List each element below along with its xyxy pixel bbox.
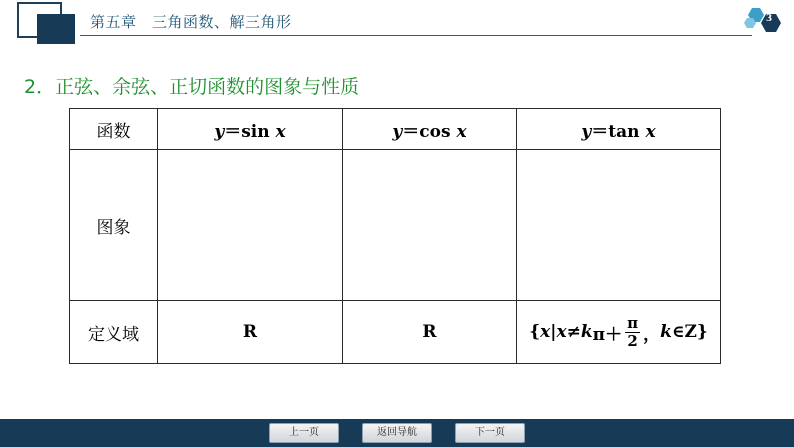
cos-domain: R xyxy=(343,301,517,364)
sin-x: x xyxy=(275,121,286,142)
table-header-row xyxy=(70,109,721,150)
in-integers: ∈Z} xyxy=(671,322,708,342)
set-separator: ， xyxy=(643,324,661,345)
cos-eq: ＝cos xyxy=(402,121,457,142)
sin-graph-cell xyxy=(158,150,343,301)
cos-header xyxy=(343,109,517,150)
trig-properties-table xyxy=(69,108,721,364)
set-var-x: x xyxy=(540,322,551,342)
prev-page-button[interactable]: 上一页 xyxy=(269,423,339,443)
table-row-domain xyxy=(70,301,721,364)
sin-y: y xyxy=(214,121,225,142)
tan-x: x xyxy=(645,121,656,142)
tan-header xyxy=(517,109,721,150)
tan-y: y xyxy=(581,121,592,142)
section-heading: 2．正弦、余弦、正切函数的图象与性质 xyxy=(24,76,360,98)
sin-domain: R xyxy=(158,301,343,364)
neq-symbol: ≠ xyxy=(566,322,581,342)
set-var-k: k xyxy=(580,322,593,342)
cos-y: y xyxy=(392,121,403,142)
pi-plus: π＋ xyxy=(592,324,623,345)
set-open-brace: { xyxy=(529,322,541,342)
set-var-x2: x xyxy=(556,322,567,342)
tan-domain xyxy=(517,301,721,364)
set-bar: | xyxy=(550,322,557,342)
domain-row-label: 定义域 xyxy=(70,301,158,364)
function-header-label: 函数 xyxy=(70,109,158,150)
next-page-button[interactable]: 下一页 xyxy=(455,423,525,443)
header-divider xyxy=(80,35,752,36)
tan-domain-expression xyxy=(529,313,708,350)
cos-x: x xyxy=(456,121,467,142)
fraction-numerator: π xyxy=(627,313,639,332)
fraction-denominator: 2 xyxy=(627,331,638,350)
table-row-graph xyxy=(70,150,721,301)
tan-eq: ＝tan xyxy=(591,121,646,142)
sin-eq: ＝sin xyxy=(224,121,276,142)
header-logo-block xyxy=(37,14,75,44)
graph-row-label: 图象 xyxy=(70,150,158,301)
back-to-nav-button[interactable]: 返回导航 xyxy=(362,423,432,443)
sin-header xyxy=(158,109,343,150)
set-var-k2: k xyxy=(660,322,672,342)
chapter-title: 第五章 三角函数、解三角形 xyxy=(90,13,292,31)
pi-over-2-fraction xyxy=(625,313,640,350)
cos-graph-cell xyxy=(343,150,517,301)
page-number: 3 xyxy=(765,14,773,24)
tan-graph-cell xyxy=(517,150,721,301)
